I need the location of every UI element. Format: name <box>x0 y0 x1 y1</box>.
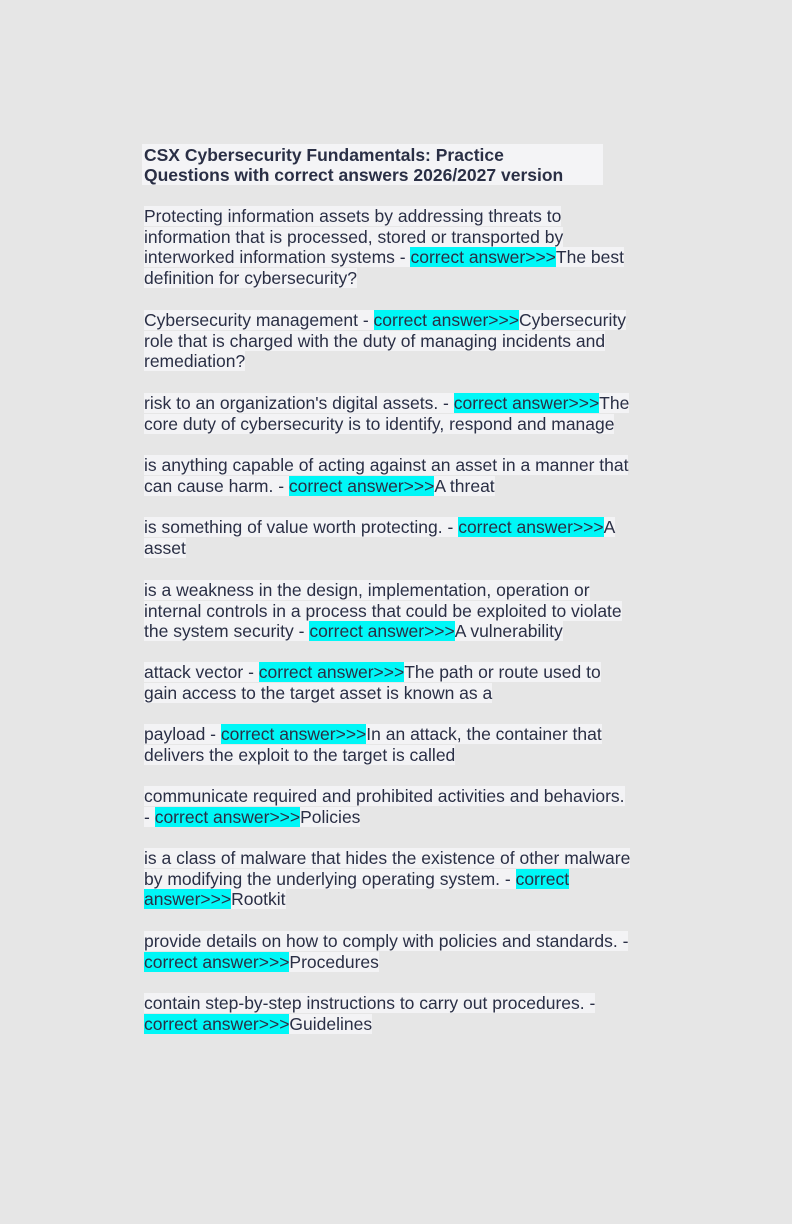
title-line-2: Questions with correct answers 2026/2027 version <box>144 165 564 185</box>
answer-highlight: correct answer>>> <box>258 662 405 682</box>
qa-line <box>144 993 595 1014</box>
question-text: can cause harm. - <box>144 475 289 496</box>
question-text: is something of value worth protecting. - <box>144 517 459 537</box>
answer-text: Cybersecurity <box>518 310 626 330</box>
answer-text: Guidelines <box>289 1013 373 1034</box>
answer-highlight: correct answer>>> <box>144 1013 290 1034</box>
question-text: information that is processed, stored or transported by <box>144 226 564 247</box>
qa-item <box>144 455 628 496</box>
answer-highlight: correct answer>>> <box>410 247 556 268</box>
answer-text: Policies <box>300 806 361 827</box>
question-text: remediation? <box>144 351 246 372</box>
qa-line <box>144 310 626 331</box>
answer-highlight: correct answer>>> <box>154 806 301 827</box>
qa-line <box>144 538 615 559</box>
question-text: core duty of cybersecurity is to identify, respond and manage <box>144 413 615 434</box>
qa-item <box>144 931 628 972</box>
qa-item <box>144 786 625 827</box>
qa-line <box>144 683 601 704</box>
answer-text: Rootkit <box>231 889 286 910</box>
qa-line <box>144 745 602 766</box>
qa-item <box>144 310 626 372</box>
question-text: by modifying the underlying operating system. - <box>144 868 516 889</box>
qa-item <box>144 993 595 1034</box>
question-text: role that is charged with the duty of managing incidents and <box>144 330 606 351</box>
answer-highlight: answer>>> <box>144 889 232 910</box>
qa-line <box>144 601 622 622</box>
qa-line <box>144 455 628 476</box>
qa-item <box>144 724 602 765</box>
qa-line <box>144 247 624 268</box>
question-text: attack vector - <box>144 662 259 682</box>
answer-text: Procedures <box>289 951 379 972</box>
question-text: gain access to the target asset is known as a <box>144 682 493 703</box>
answer-text: In an attack, the container that <box>366 724 602 744</box>
answer-text: A threat <box>434 475 495 496</box>
qa-line <box>144 517 615 538</box>
answer-highlight: correct answer>>> <box>309 621 455 642</box>
question-text: internal controls in a process that could be exploited to violate <box>144 600 622 621</box>
qa-line <box>144 662 601 683</box>
question-text: interworked information systems - <box>144 247 411 268</box>
answer-highlight: correct answer>>> <box>373 310 519 330</box>
question-text: definition for cybersecurity? <box>144 268 358 289</box>
question-text: communicate required and prohibited activities and behaviors. <box>144 786 625 806</box>
answer-highlight: correct answer>>> <box>288 475 435 496</box>
qa-line <box>144 268 624 289</box>
title-line-1: CSX Cybersecurity Fundamentals: Practice <box>144 145 504 165</box>
qa-item <box>144 393 629 434</box>
qa-line <box>144 331 626 352</box>
document-title <box>142 144 603 185</box>
qa-line <box>144 476 628 497</box>
qa-line <box>144 786 625 807</box>
qa-item <box>144 206 624 289</box>
question-text: - <box>144 806 155 827</box>
question-text: is a class of malware that hides the existence of other malware <box>144 848 631 868</box>
qa-line <box>144 580 622 601</box>
question-text: contain step-by-step instructions to carry out procedures. - <box>144 993 596 1013</box>
qa-item <box>144 848 630 910</box>
answer-highlight: correct answer>>> <box>458 517 604 537</box>
qa-line <box>144 952 628 973</box>
answer-highlight: correct <box>515 868 570 889</box>
qa-line <box>144 869 630 890</box>
qa-line <box>144 724 602 745</box>
qa-line <box>144 393 629 414</box>
answer-text: The path or route used to <box>404 662 601 682</box>
question-text: delivers the exploit to the target is called <box>144 744 456 765</box>
qa-item <box>144 580 622 642</box>
question-text: Cybersecurity management - <box>144 310 374 330</box>
answer-text: A <box>603 517 616 537</box>
question-text: asset <box>144 537 186 558</box>
answer-highlight: correct answer>>> <box>453 393 600 413</box>
qa-item <box>144 662 601 703</box>
question-text: the system security - <box>144 621 310 642</box>
question-text: payload - <box>144 724 221 744</box>
question-text: risk to an organization's digital assets. - <box>144 393 454 413</box>
question-text: Protecting information assets by addressing threats to <box>144 206 562 226</box>
answer-highlight: correct answer>>> <box>144 951 290 972</box>
answer-highlight: correct answer>>> <box>220 724 367 744</box>
answer-text: A vulnerability <box>454 621 563 642</box>
qa-line <box>144 848 630 869</box>
qa-line <box>144 807 625 828</box>
qa-line <box>144 351 626 372</box>
answer-text: The <box>599 393 630 413</box>
qa-line <box>144 227 624 248</box>
qa-line <box>144 621 622 642</box>
question-text: provide details on how to comply with policies and standards. - <box>144 931 629 951</box>
answer-text: The best <box>555 247 625 268</box>
qa-line <box>144 1014 595 1035</box>
qa-line <box>144 931 628 952</box>
qa-line <box>144 889 630 910</box>
question-text: is a weakness in the design, implementation, operation or <box>144 580 590 600</box>
qa-line <box>144 414 629 435</box>
qa-line <box>144 206 624 227</box>
question-text: is anything capable of acting against an asset in a manner that <box>144 455 629 475</box>
qa-item <box>144 517 615 558</box>
